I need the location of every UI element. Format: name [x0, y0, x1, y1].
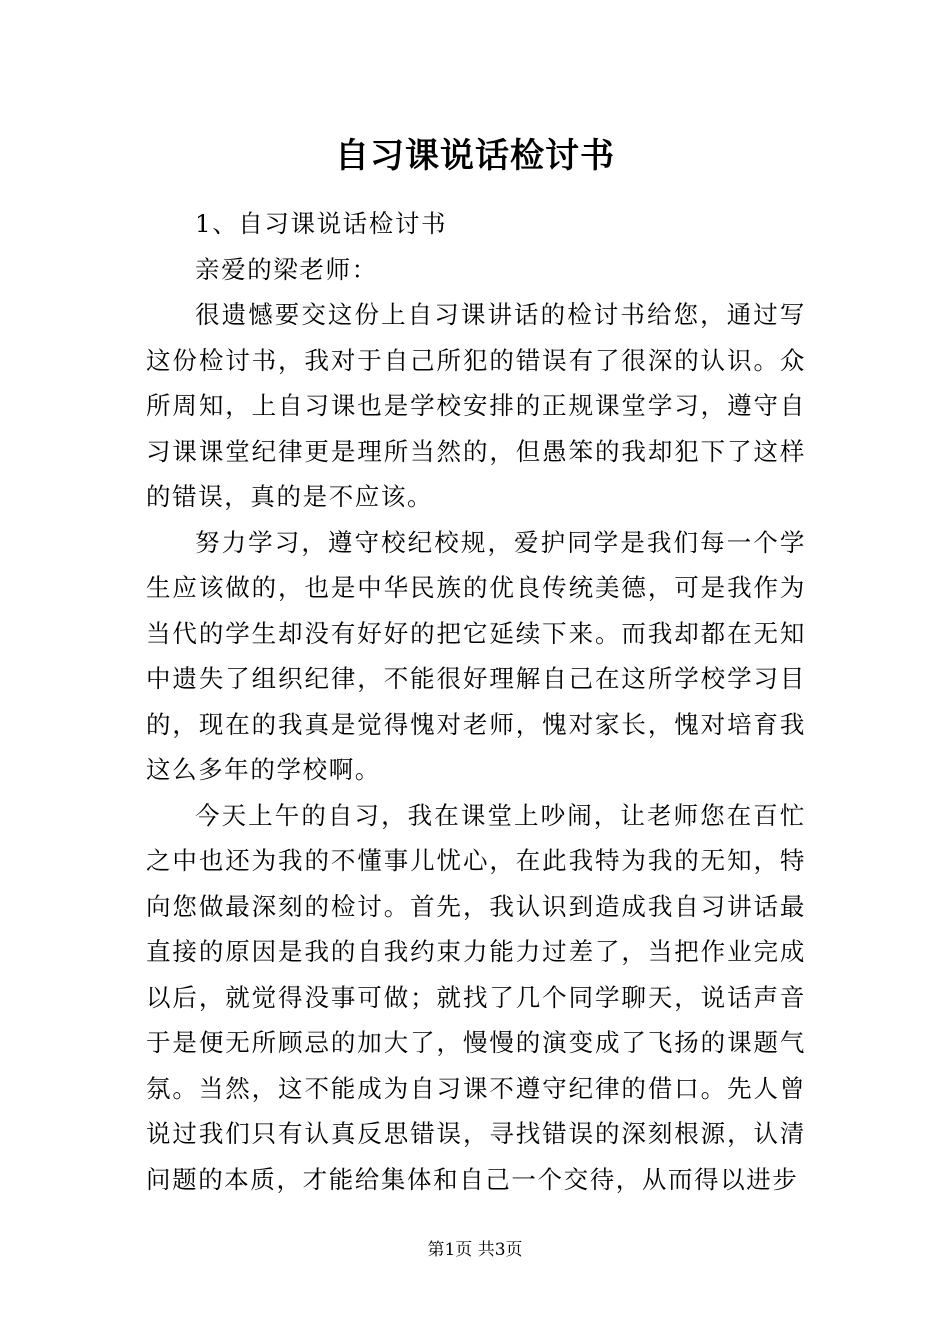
document-body: [146, 201, 806, 1202]
body-paragraph: 今天上午的自习，我在课堂上吵闹，让老师您在百忙之中也还为我的不懂事儿忧心，在此我特为我的无知，特向您做最深刻的检讨。首先，我认识到造成我自习讲话最直接的原因是我的自我约束力能力过差了，当把作业完成以后，就觉得没事可做；就找了几个同学聊天，说话声音于是便无所顾忌的加大了，慢慢的演变成了飞扬的课题气氛。当然，这不能成为自习课不遵守纪律的借口。先人曾说过我们只有认真反思错误，寻找错误的深刻根源，认清问题的本质，才能给集体和自己一个交待，从而得以进步: [146, 800, 806, 1194]
body-paragraph: 努力学习，遵守校纪校规，爱护同学是我们每一个学生应该做的，也是中华民族的优良传统美德，可是我作为当代的学生却没有好好的把它延续下来。而我却都在无知中遗失了组织纪律，不能很好理解自己在这所学校学习目的，现在的我真是觉得愧对老师，愧对家长，愧对培育我这么多年的学校啊。: [146, 527, 806, 784]
salutation: 亲爱的梁老师：: [195, 254, 378, 284]
body-paragraph: 很遗憾要交这份上自习课讲话的检讨书给您，通过写这份检讨书，我对于自己所犯的错误有了很深的认识。众所周知，上自习课也是学校安排的正规课堂学习，遵守自习课课堂纪律更是理所当然的，但愚笨的我却犯下了这样的错误，真的是不应该。: [146, 300, 806, 511]
page-number-footer: 第1页 共3页: [427, 1240, 523, 1260]
document-title: 自习课说话检讨书: [335, 136, 615, 176]
section-heading: 1、自习课说话检讨书: [195, 209, 448, 238]
